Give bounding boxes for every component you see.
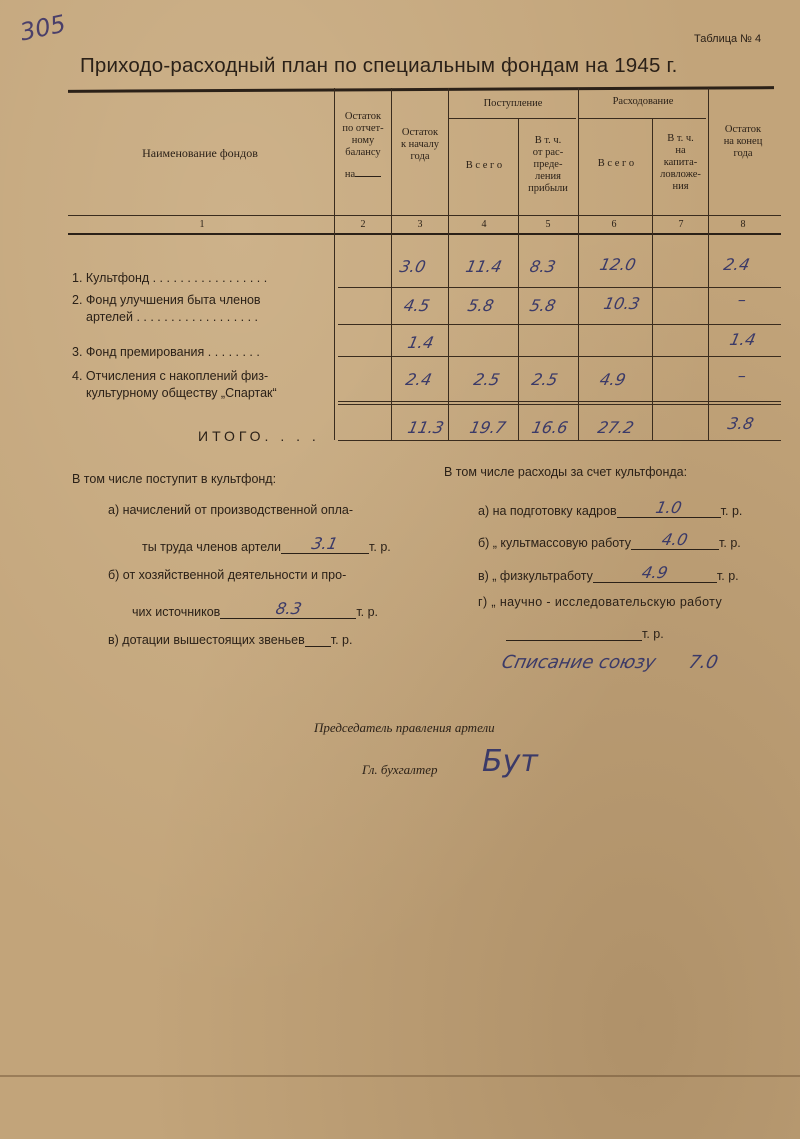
- col-number-2: 2: [360, 219, 366, 230]
- col1-header: Наименование фондов: [142, 146, 258, 160]
- cell-r2-c8: –: [735, 290, 749, 309]
- table-number: Таблица № 4: [694, 33, 762, 45]
- income-b-line2: чих источников 8.3 т. р.: [132, 599, 379, 619]
- col-line-2: [334, 88, 335, 440]
- handwritten-writeoff-value: 7.0: [686, 652, 720, 673]
- expense-a-line: а) на подготовку кадров 1.0 т. р.: [478, 498, 743, 518]
- numbers-bottom-rule: [68, 233, 781, 235]
- income-heading: В том числе поступит в культфонд:: [72, 472, 277, 486]
- document-title: Приходо-расходный план по специальным фондам на 1945 г.: [80, 54, 678, 77]
- total-c5: 16.6: [529, 418, 570, 437]
- col4-header: В с е г о: [465, 160, 503, 171]
- accountant-signature: Бут: [482, 744, 538, 779]
- cell-r2-c4: 5.8: [465, 296, 496, 315]
- cell-r2-c3: 4.5: [401, 296, 432, 315]
- cell-r1-c3: 3.0: [397, 257, 428, 276]
- total-label: ИТОГО. . . .: [198, 428, 320, 444]
- col6-header: В с е г о: [597, 158, 635, 169]
- col-line-6: [578, 88, 579, 440]
- row-sep-3: [338, 356, 781, 357]
- col-line-8: [708, 88, 709, 440]
- cell-r4-c4: 2.5: [471, 370, 502, 389]
- cell-r3-c3: 1.4: [405, 333, 436, 352]
- accountant-signature-label: Гл. бухгалтер: [362, 762, 438, 777]
- cell-r4-c5: 2.5: [529, 370, 560, 389]
- income-a-line1: а) начислений от производственной опла-: [108, 503, 354, 517]
- total-c8: 3.8: [725, 414, 756, 433]
- income-group-rule: [448, 118, 576, 119]
- col-number-8: 8: [740, 219, 746, 230]
- income-v-line: в) дотации вышестоящих звеньев т. р.: [108, 633, 353, 647]
- income-a-line2: ты труда членов артели 3.1 т. р.: [142, 534, 391, 554]
- cell-r1-c5: 8.3: [527, 257, 558, 276]
- expense-v-line: в) „ физкультработу 4.9 т. р.: [478, 563, 739, 583]
- total-c6: 27.2: [595, 418, 636, 437]
- col3-header: Остаток к началу года: [400, 127, 440, 162]
- expense-g-line: г) „ научно - исследовательскую работу: [478, 595, 723, 609]
- col2-header: Остаток по отчет- ному балансу на: [342, 111, 384, 180]
- col-number-4: 4: [481, 219, 487, 230]
- expense-b-value: 4.0: [660, 530, 690, 549]
- col-number-7: 7: [678, 219, 684, 230]
- cell-r2-c5: 5.8: [527, 296, 558, 315]
- row-label-spartak: 4. Отчисления с накоплений физ- культурному обществу „Спартак“: [72, 369, 277, 400]
- col5-header: В т. ч. от рас- преде- ления прибыли: [528, 135, 568, 194]
- expense-g-blank: т. р.: [506, 627, 664, 641]
- row-sep-1: [338, 287, 781, 288]
- cell-r1-c4: 11.4: [463, 257, 504, 276]
- row-label-kultfond: 1. Культфонд . . . . . . . . . . . . . . . . .: [72, 271, 268, 285]
- table-top-rule: [68, 86, 774, 93]
- col-number-1: 1: [199, 219, 205, 230]
- expense-a-value: 1.0: [653, 498, 684, 517]
- handwritten-writeoff: Списание союзу 7.0: [499, 652, 720, 673]
- cell-r4-c3: 2.4: [403, 370, 434, 389]
- expense-heading: В том числе расходы за счет культфонда:: [444, 465, 688, 479]
- cell-r2-c6: 10.3: [601, 294, 642, 313]
- expense-b-line: б) „ культмассовую работу 4.0 т. р.: [478, 530, 741, 550]
- col-line-4: [448, 88, 449, 440]
- handwritten-page-number: 305: [17, 9, 69, 47]
- income-b-value: 8.3: [273, 599, 304, 618]
- total-c3: 11.3: [405, 418, 446, 437]
- cell-r3-c8: 1.4: [727, 330, 758, 349]
- cell-r1-c8: 2.4: [721, 255, 752, 274]
- expense-group-header: Расходование: [612, 96, 674, 107]
- col7-header: В т. ч. на капита- ловложе- ния: [660, 133, 701, 192]
- total-rule-1: [338, 401, 781, 402]
- income-group-header: Поступление: [483, 98, 543, 109]
- col8-header: Остаток на конец года: [723, 124, 763, 159]
- header-bottom-rule: [68, 215, 781, 216]
- expense-g-value: [506, 640, 642, 641]
- total-rule-2: [338, 404, 781, 405]
- cell-r1-c6: 12.0: [597, 255, 638, 274]
- col-number-5: 5: [545, 219, 551, 230]
- expense-group-rule: [578, 118, 706, 119]
- total-c4: 19.7: [467, 418, 508, 437]
- col-line-3: [391, 88, 392, 440]
- cell-r4-c6: 4.9: [597, 370, 628, 389]
- income-b-line1: б) от хозяйственной деятельности и про-: [108, 568, 347, 582]
- row-label-byt: 2. Фонд улучшения быта членов артелей . . . . . . . . . . . . . . . . . .: [72, 293, 261, 324]
- chairman-signature-label: Председатель правления артели: [314, 720, 495, 735]
- total-bottom-rule: [338, 440, 781, 441]
- row-sep-2: [338, 324, 781, 325]
- col-number-3: 3: [417, 219, 423, 230]
- expense-v-value: 4.9: [640, 563, 670, 582]
- cell-r4-c8: –: [735, 366, 749, 385]
- row-label-premirovanie: 3. Фонд премирования . . . . . . . .: [72, 345, 260, 359]
- income-v-value: [305, 646, 331, 647]
- col-number-6: 6: [611, 219, 617, 230]
- income-a-value: 3.1: [310, 534, 340, 553]
